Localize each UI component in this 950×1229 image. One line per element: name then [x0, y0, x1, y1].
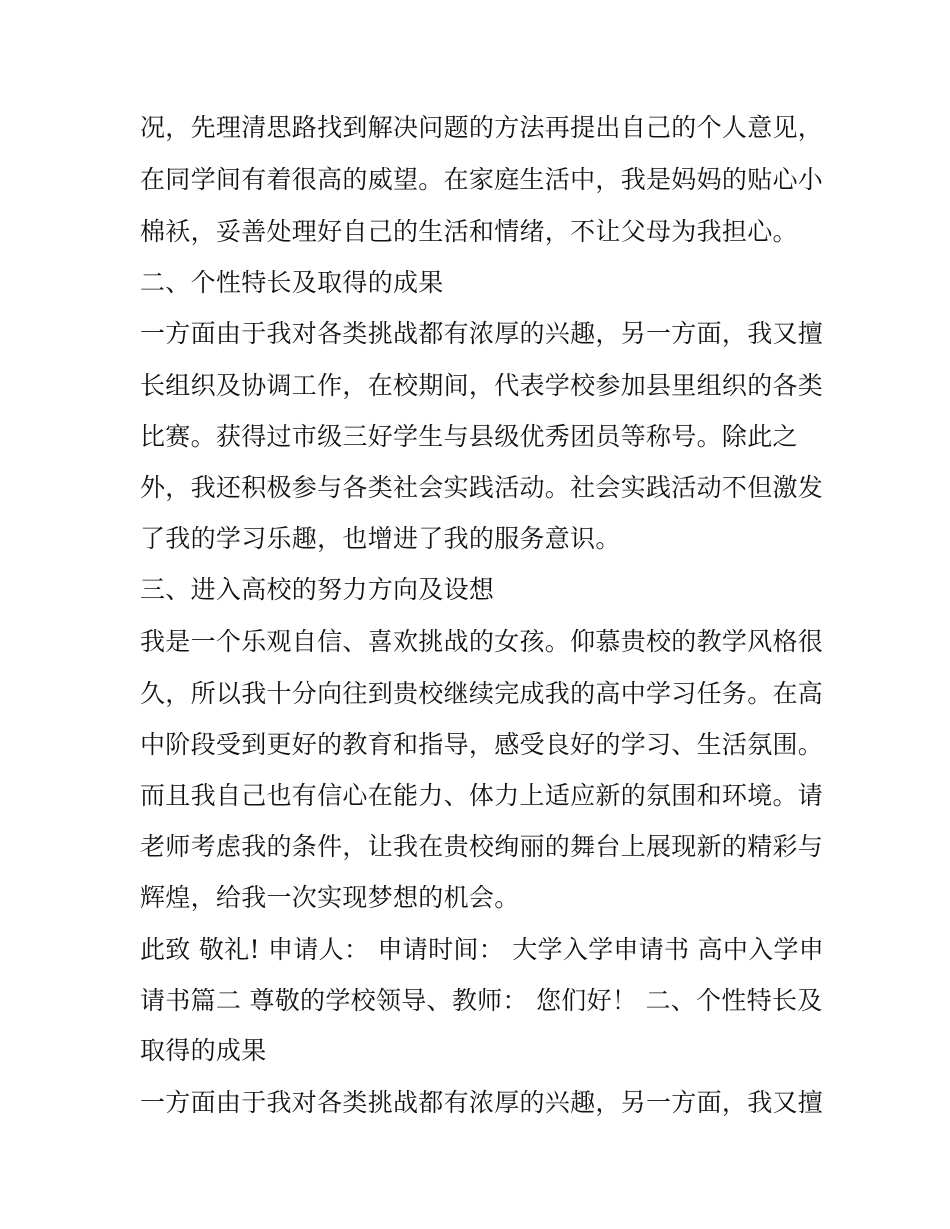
text-line: 长组织及协调工作，在校期间，代表学校参加县里组织的各类 — [140, 371, 824, 400]
section-heading: 二、个性特长及取得的成果 — [140, 268, 444, 297]
text-line: 比赛。获得过市级三好学生与县级优秀团员等称号。除此之 — [140, 422, 798, 451]
text-line: 此致 敬礼! 申请人： 申请时间： 大学入学申请书 高中入学申 — [140, 935, 825, 964]
text-line: 了我的学习乐趣，也增进了我的服务意识。 — [140, 524, 621, 553]
text-line: 取得的成果 — [140, 1036, 267, 1065]
text-line: 久，所以我十分向往到贵校继续完成我的高中学习任务。在高 — [140, 679, 824, 708]
text-line: 一方面由于我对各类挑战都有浓厚的兴趣，另一方面，我又擅 — [140, 1088, 824, 1117]
text-line: 辉煌，给我一次实现梦想的机会。 — [140, 883, 520, 912]
text-line: 中阶段受到更好的教育和指导，感受良好的学习、生活氛围。 — [140, 730, 824, 759]
text-line: 老师考虑我的条件，让我在贵校绚丽的舞台上展现新的精彩与 — [140, 832, 824, 861]
text-line: 况，先理清思路找到解决问题的方法再提出自己的个人意见， — [140, 113, 824, 142]
text-line: 棉袄，妥善处理好自己的生活和情绪，不让父母为我担心。 — [140, 217, 798, 246]
text-line: 而且我自己也有信心在能力、体力上适应新的氛围和环境。请 — [140, 781, 824, 810]
text-line: 一方面由于我对各类挑战都有浓厚的兴趣，另一方面，我又擅 — [140, 319, 824, 348]
text-line: 在同学间有着很高的威望。在家庭生活中，我是妈妈的贴心小 — [140, 165, 824, 194]
section-heading: 三、进入高校的努力方向及设想 — [140, 575, 495, 604]
text-line: 请书篇二 尊敬的学校领导、教师： 您们好！ 二、个性特长及 — [140, 986, 823, 1015]
text-line: 我是一个乐观自信、喜欢挑战的女孩。仰慕贵校的教学风格很 — [140, 627, 824, 656]
text-line: 外，我还积极参与各类社会实践活动。社会实践活动不但激发 — [140, 473, 824, 502]
